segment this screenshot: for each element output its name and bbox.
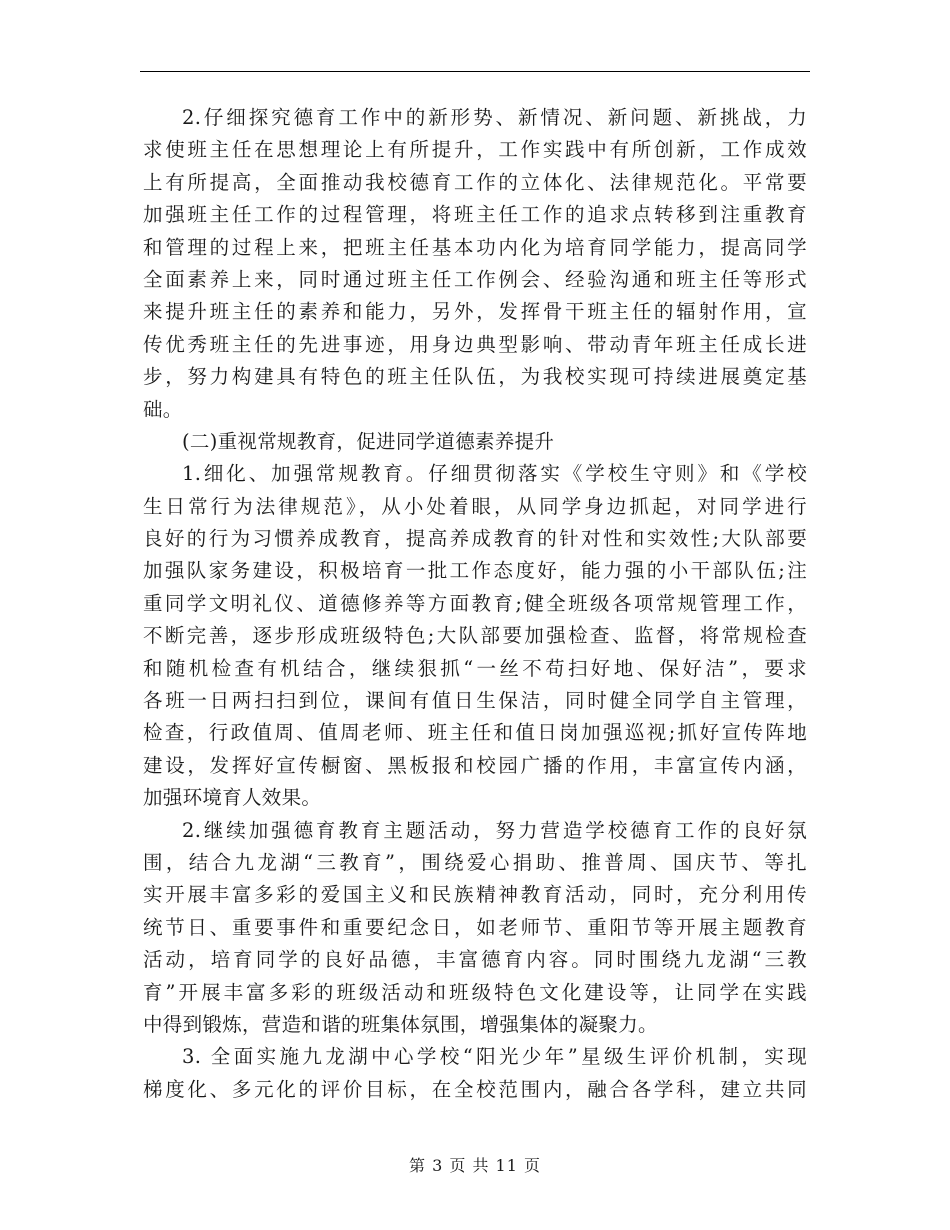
paragraph-line: 3. 全面实施九龙湖中心学校“阳光少年”星级生评价机制，实现 [182, 1045, 807, 1069]
paragraph-line: 良好的行为习惯养成教育，提高养成教育的针对性和实效性;大队部要 [143, 527, 807, 551]
page-footer [0, 1153, 950, 1176]
paragraph-line: 上有所提高，全面推动我校德育工作的立体化、法律规范化。平常要 [143, 170, 807, 194]
header-rule [140, 71, 810, 72]
paragraph-line: 全面素养上来，同时通过班主任工作例会、经验沟通和班主任等形式 [143, 267, 807, 291]
paragraph-line: 加强班主任工作的过程管理，将班主任工作的追求点转移到注重教育 [143, 203, 807, 227]
paragraph-line: 统节日、重要事件和重要纪念日，如老师节、重阳节等开展主题教育 [143, 915, 807, 939]
paragraph-line: 1.细化、加强常规教育。仔细贯彻落实《学校生守则》和《学校 [182, 462, 807, 486]
paragraph-line: 加强队家务建设，积极培育一批工作态度好，能力强的小干部队伍;注 [143, 559, 807, 583]
paragraph-line: 步，努力构建具有特色的班主任队伍，为我校实现可持续进展奠定基 [143, 365, 807, 389]
paragraph-line: 求使班主任在思想理论上有所提升，工作实践中有所创新，工作成效 [143, 138, 807, 162]
paragraph-line: 各班一日两扫扫到位，课间有值日生保洁，同时健全同学自主管理， [143, 689, 807, 713]
page-number: 第 3 页 共 11 页 [409, 1156, 541, 1175]
paragraph-line: 加强环境育人效果。 [143, 786, 322, 810]
paragraph-line: 中得到锻炼，营造和谐的班集体氛围，增强集体的凝聚力。 [143, 1012, 658, 1036]
section-heading: (二)重视常规教育，促进同学道德素养提升 [182, 429, 555, 453]
paragraph-line: 育”开展丰富多彩的班级活动和班级特色文化建设等，让同学在实践 [143, 980, 807, 1004]
paragraph-line: 来提升班主任的素养和能力，另外，发挥骨干班主任的辐射作用，宣 [143, 300, 807, 324]
paragraph-line: 活动，培育同学的良好品德，丰富德育内容。同时围绕九龙湖“三教 [143, 948, 807, 972]
paragraph-line: 传优秀班主任的先进事迹，用身边典型影响、带动青年班主任成长进 [143, 332, 807, 356]
paragraph-line: 2.继续加强德育教育主题活动，努力营造学校德育工作的良好氛 [182, 818, 807, 842]
paragraph-line: 实开展丰富多彩的爱国主义和民族精神教育活动，同时，充分利用传 [143, 883, 807, 907]
paragraph-line: 不断完善，逐步形成班级特色;大队部要加强检查、监督，将常规检查 [143, 624, 807, 648]
paragraph-line: 梯度化、多元化的评价目标，在全校范围内，融合各学科，建立共同 [143, 1077, 807, 1101]
paragraph-line: 检查，行政值周、值周老师、班主任和值日岗加强巡视;抓好宣传阵地 [143, 721, 807, 745]
paragraph-line: 和管理的过程上来，把班主任基本功内化为培育同学能力，提高同学 [143, 235, 807, 259]
paragraph-line: 和随机检查有机结合，继续狠抓“一丝不苟扫好地、保好洁”，要求 [143, 656, 807, 680]
paragraph-line: 生日常行为法律规范》，从小处着眼，从同学身边抓起，对同学进行 [143, 494, 807, 518]
paragraph-line: 重同学文明礼仪、道德修养等方面教育;健全班级各项常规管理工作， [143, 591, 807, 615]
paragraph-line: 2.仔细探究德育工作中的新形势、新情况、新问题、新挑战，力 [182, 106, 807, 129]
document-body [143, 102, 807, 1106]
paragraph-line: 建设，发挥好宣传橱窗、黑板报和校园广播的作用，丰富宣传内涵， [143, 753, 807, 777]
paragraph-line: 围，结合九龙湖“三教育”，围绕爱心捐助、推普周、国庆节、等扎 [143, 850, 807, 874]
paragraph-line: 础。 [143, 397, 183, 421]
